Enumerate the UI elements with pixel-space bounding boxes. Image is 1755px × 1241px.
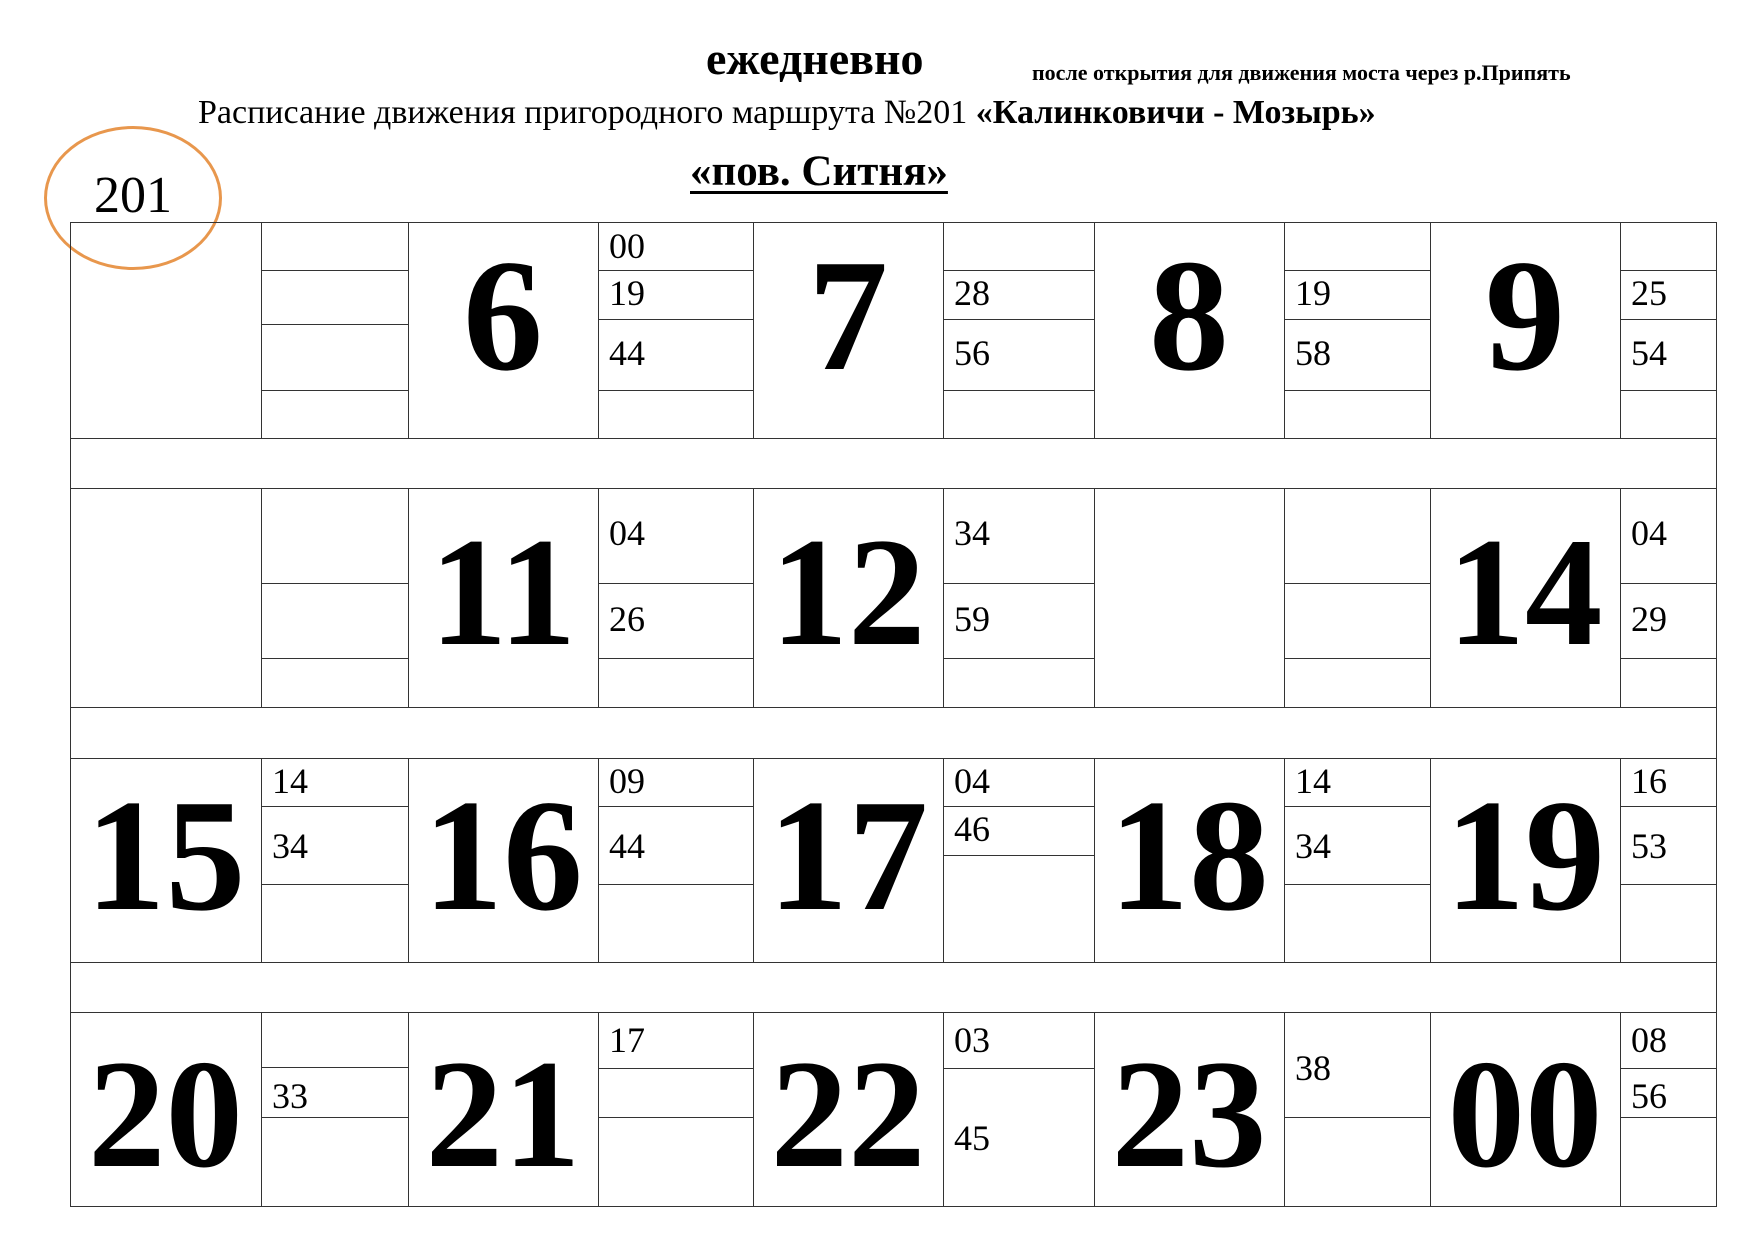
minute-row-divider [261, 806, 409, 807]
minutes-column [261, 222, 409, 439]
header-bridge-note: после открытия для движения моста через р.Припять [1032, 60, 1571, 85]
departure-minute: 58 [1295, 333, 1331, 373]
minute-row-divider [261, 324, 409, 325]
departure-minute: 19 [1295, 273, 1331, 313]
departure-minute: 34 [1295, 826, 1331, 866]
hour-label: 17 [768, 766, 928, 944]
minute-row-divider [598, 583, 754, 584]
minute-row-divider [943, 319, 1095, 320]
departure-minute: 56 [1631, 1076, 1667, 1116]
departure-minute: 00 [609, 226, 645, 266]
minute-row-divider [598, 270, 754, 271]
minute-row-divider [1620, 270, 1717, 271]
departure-minute: 59 [954, 599, 990, 639]
hour-label: 00 [1447, 1028, 1603, 1200]
minute-row-divider [1284, 583, 1431, 584]
departure-minute: 04 [1631, 513, 1667, 553]
minute-row-divider [598, 806, 754, 807]
minute-row-divider [1284, 319, 1431, 320]
hour-label: 19 [1445, 766, 1605, 944]
departure-minute: 26 [609, 599, 645, 639]
minute-row-divider [261, 270, 409, 271]
departure-minute: 33 [272, 1076, 308, 1116]
minute-row-divider [1620, 658, 1717, 659]
hour-label: 14 [1447, 506, 1603, 678]
minute-row-divider [943, 270, 1095, 271]
minute-row-divider [598, 658, 754, 659]
minute-row-divider [1620, 1117, 1717, 1118]
minute-row-divider [1620, 806, 1717, 807]
minutes-column [1620, 222, 1717, 439]
departure-minute: 17 [609, 1020, 645, 1060]
departure-minute: 04 [609, 513, 645, 553]
minute-row-divider [261, 658, 409, 659]
minutes-column [261, 488, 409, 708]
minute-row-divider [1620, 1068, 1717, 1069]
stop-name: «пов. Ситня» [690, 148, 948, 195]
route-badge-number: 201 [94, 167, 172, 224]
departure-minute: 08 [1631, 1020, 1667, 1060]
minute-row-divider [1284, 806, 1431, 807]
minute-row-divider [1284, 658, 1431, 659]
hour-label: 16 [423, 766, 583, 944]
minute-row-divider [943, 390, 1095, 391]
hour-cell [70, 488, 262, 708]
departure-minute: 03 [954, 1020, 990, 1060]
departure-minute: 14 [272, 761, 308, 801]
departure-minute: 53 [1631, 826, 1667, 866]
hour-label: 12 [770, 506, 926, 678]
hour-cell [1094, 488, 1285, 708]
minute-row-divider [261, 884, 409, 885]
departure-minute: 04 [954, 761, 990, 801]
hour-label: 21 [425, 1028, 581, 1200]
minute-row-divider [598, 884, 754, 885]
minute-row-divider [943, 1068, 1095, 1069]
minute-row-divider [1620, 884, 1717, 885]
minutes-column [1284, 222, 1431, 439]
departure-minute: 19 [609, 273, 645, 313]
minute-row-divider [943, 583, 1095, 584]
row-separator-band [70, 438, 1717, 489]
departure-minute: 38 [1295, 1048, 1331, 1088]
hour-label: 6 [463, 226, 543, 404]
minute-row-divider [943, 806, 1095, 807]
minute-row-divider [1284, 390, 1431, 391]
departure-minute: 16 [1631, 761, 1667, 801]
departure-minute: 14 [1295, 761, 1331, 801]
minute-row-divider [1284, 1117, 1431, 1118]
minute-row-divider [943, 658, 1095, 659]
title-prefix: Расписание движения пригородного маршрута №201 [198, 94, 968, 131]
departure-minute: 54 [1631, 333, 1667, 373]
row-separator-band [70, 962, 1717, 1013]
minute-row-divider [598, 1117, 754, 1118]
minute-row-divider [261, 1067, 409, 1068]
departure-minute: 34 [954, 513, 990, 553]
hour-label: 20 [88, 1028, 243, 1200]
minutes-column [1284, 488, 1431, 708]
departure-minute: 09 [609, 761, 645, 801]
minute-row-divider [1284, 270, 1431, 271]
departure-minute: 25 [1631, 273, 1667, 313]
departure-minute: 29 [1631, 599, 1667, 639]
hour-label: 9 [1485, 226, 1565, 404]
hour-label: 15 [85, 766, 246, 944]
minute-row-divider [1620, 390, 1717, 391]
hour-cell [70, 222, 262, 439]
minutes-column [943, 222, 1095, 439]
minute-row-divider [1620, 583, 1717, 584]
hour-label: 18 [1109, 766, 1269, 944]
hour-label: 8 [1149, 226, 1229, 404]
departure-minute: 46 [954, 809, 990, 849]
row-separator-band [70, 707, 1717, 759]
header-daily: ежедневно [706, 33, 924, 84]
departure-minute: 44 [609, 826, 645, 866]
hour-label: 22 [770, 1028, 926, 1200]
minute-row-divider [598, 319, 754, 320]
departure-minute: 45 [954, 1118, 990, 1158]
minute-row-divider [1620, 319, 1717, 320]
minute-row-divider [261, 390, 409, 391]
minute-row-divider [943, 855, 1095, 856]
hour-label: 7 [808, 226, 888, 404]
minute-row-divider [598, 1068, 754, 1069]
minute-row-divider [261, 1117, 409, 1118]
departure-minute: 34 [272, 826, 308, 866]
minute-row-divider [261, 583, 409, 584]
minute-row-divider [1284, 884, 1431, 885]
hour-label: 23 [1111, 1028, 1267, 1200]
minutes-column [1284, 1012, 1431, 1207]
minute-row-divider [598, 390, 754, 391]
route-name: «Калинковичи - Мозырь» [975, 94, 1376, 131]
departure-minute: 28 [954, 273, 990, 313]
hour-label: 11 [429, 506, 577, 678]
departure-minute: 44 [609, 333, 645, 373]
departure-minute: 56 [954, 333, 990, 373]
